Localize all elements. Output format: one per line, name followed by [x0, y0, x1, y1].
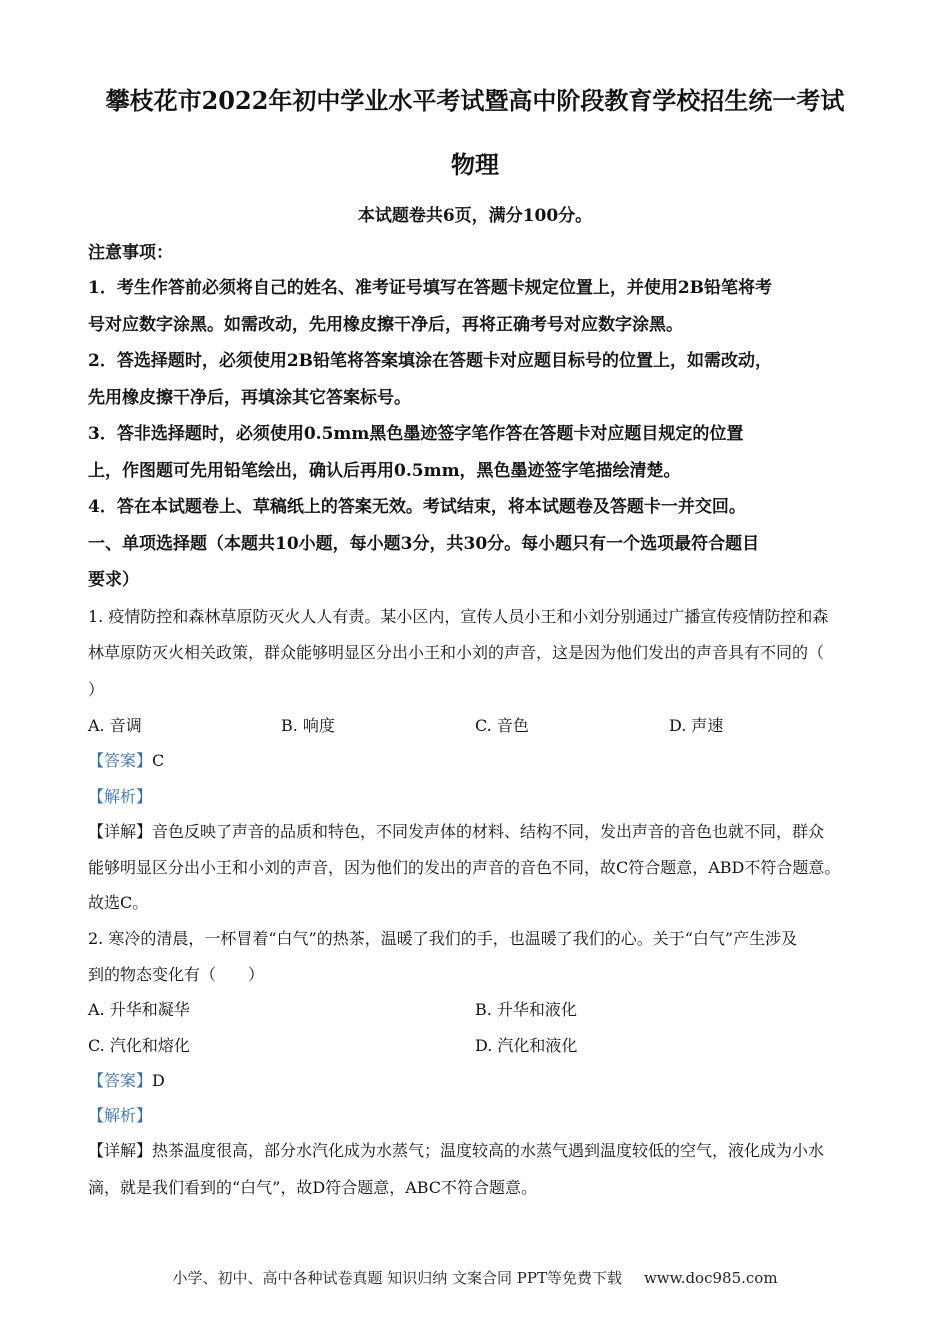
note-line: 上，作图题可先用铅笔绘出，确认后再用0.5mm，黑色墨迹签字笔描绘清楚。 — [88, 461, 681, 481]
question-1-option-c: C. 音色 — [475, 716, 529, 735]
question-1-stem: ） — [88, 680, 105, 699]
answer-value: D — [152, 1071, 165, 1090]
section-heading-cont: 要求） — [88, 570, 139, 590]
detail-text: 热茶温度很高，部分水汽化成为水蒸气；温度较高的水蒸气遇到温度较低的空气，液化成为小水 — [152, 1141, 825, 1160]
notes-heading: 注意事项： — [88, 243, 173, 263]
question-1-detail: 故选C。 — [88, 893, 149, 912]
detail-tag: 【详解】 — [88, 822, 153, 841]
question-1-analysis-tag: 【解析】 — [88, 787, 153, 806]
exam-info: 本试题卷共6页，满分100分。 — [357, 206, 593, 226]
question-1-stem: 林草原防灭火相关政策，群众能够明显区分出小王和小刘的声音，这是因为他们发出的声音具有不同的（ — [88, 643, 825, 662]
question-2-option-b: B. 升华和液化 — [475, 1000, 577, 1019]
page-footer — [0, 1268, 950, 1288]
answer-tag: 【答案】 — [88, 751, 153, 770]
detail-text: 音色反映了声音的品质和特色，不同发声体的材料、结构不同，发出声音的音色也就不同，群众 — [152, 822, 825, 841]
subject-title: 物理 — [451, 150, 499, 179]
question-2-option-c: C. 汽化和熔化 — [88, 1036, 190, 1055]
note-line: 4．答在本试题卷上、草稿纸上的答案无效。考试结束，将本试题卷及答题卡一并交回。 — [88, 497, 746, 517]
question-2-analysis-tag: 【解析】 — [88, 1106, 153, 1125]
section-heading: 一、单项选择题（本题共10小题，每小题3分，共30分。每小题只有一个选项最符合题目 — [88, 534, 760, 554]
exam-title: 攀枝花市2022年初中学业水平考试暨高中阶段教育学校招生统一考试 — [105, 86, 845, 115]
question-1-stem: 1. 疫情防控和森林草原防灭火人人有责。某小区内，宣传人员小王和小刘分别通过广播宣传疫情防控和森 — [88, 607, 829, 626]
note-line: 号对应数字涂黑。如需改动，先用橡皮擦干净后，再将正确考号对应数字涂黑。 — [88, 315, 683, 335]
question-1-detail — [88, 821, 824, 843]
detail-tag: 【详解】 — [88, 1141, 153, 1160]
question-2-stem: 到的物态变化有（ ） — [88, 965, 265, 984]
footer-text: 小学、初中、高中各种试卷真题 知识归纳 文案合同 PPT等免费下载 — [172, 1269, 622, 1287]
footer-url[interactable]: www.doc985.com — [643, 1269, 778, 1287]
note-line: 2．答选择题时，必须使用2B铅笔将答案填涂在答题卡对应题目标号的位置上，如需改动， — [88, 351, 773, 371]
note-line: 3．答非选择题时，必须使用0.5mm黑色墨迹签字笔作答在答题卡对应题目规定的位置 — [88, 424, 744, 444]
note-line: 1．考生作答前必须将自己的姓名、准考证号填写在答题卡规定位置上，并使用2B铅笔将考 — [88, 278, 773, 298]
question-2-answer — [88, 1070, 165, 1092]
question-1-option-d: D. 声速 — [669, 716, 724, 735]
question-1-answer — [88, 750, 164, 772]
question-1-option-b: B. 响度 — [281, 716, 335, 735]
question-1-option-a: A. 音调 — [88, 716, 142, 735]
answer-value: C — [152, 751, 165, 770]
note-line: 先用橡皮擦干净后，再填涂其它答案标号。 — [88, 388, 411, 408]
question-2-option-a: A. 升华和凝华 — [88, 1000, 190, 1019]
question-2-stem: 2. 寒冷的清晨，一杯冒着“白气”的热茶，温暖了我们的手，也温暖了我们的心。关于“白气”产生涉及 — [88, 929, 798, 948]
question-2-detail — [88, 1140, 824, 1162]
answer-tag: 【答案】 — [88, 1071, 153, 1090]
question-2-detail: 滴，就是我们看到的“白气”，故D符合题意，ABC不符合题意。 — [88, 1178, 538, 1197]
question-1-detail: 能够明显区分出小王和小刘的声音，因为他们的发出的声音的音色不同，故C符合题意，ABD不符合题意。 — [88, 858, 841, 877]
question-2-option-d: D. 汽化和液化 — [475, 1036, 578, 1055]
